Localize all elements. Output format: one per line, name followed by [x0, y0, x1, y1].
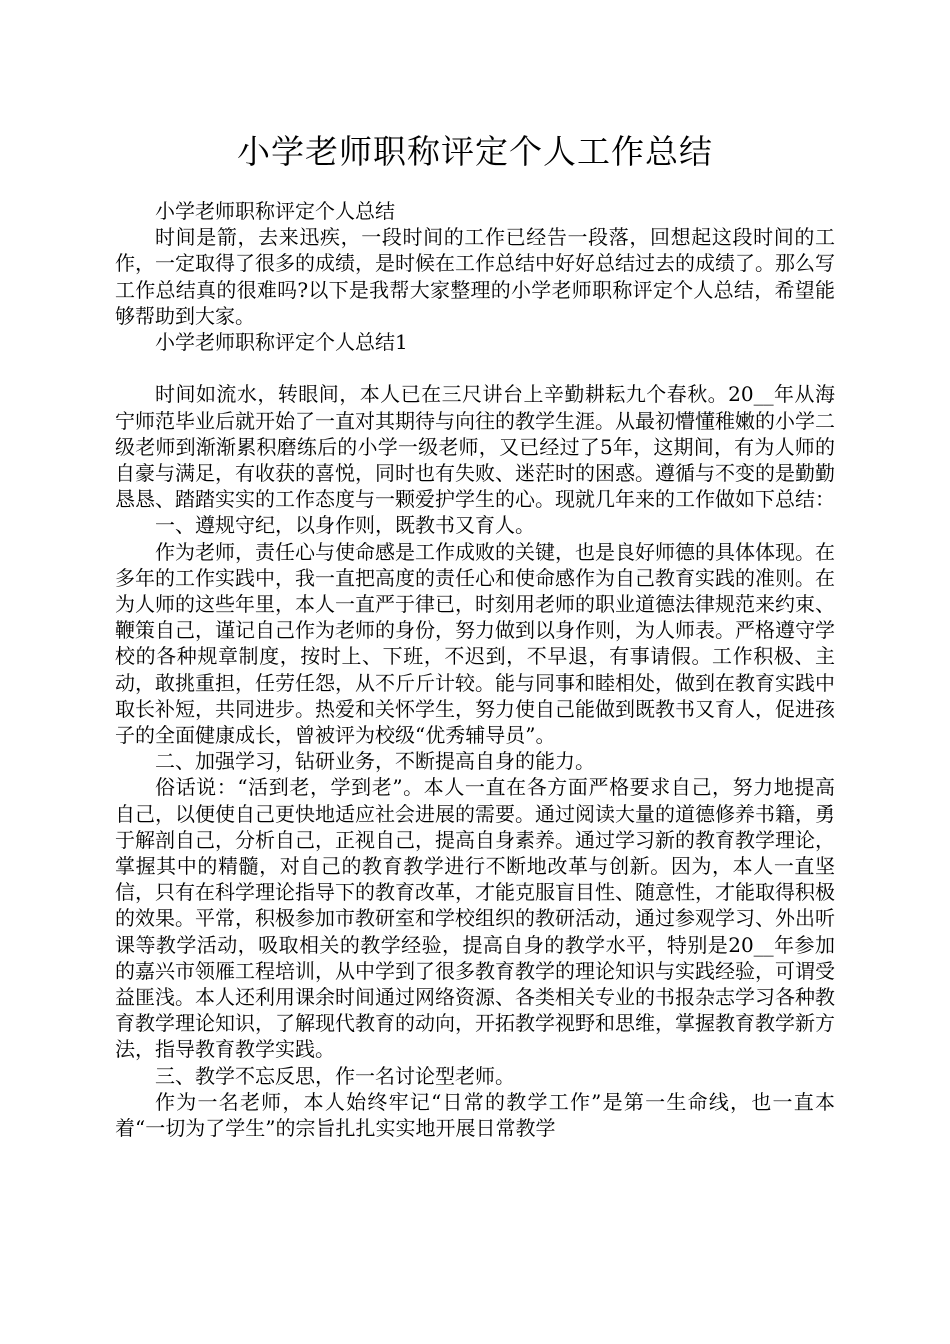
document-body — [115, 198, 835, 1141]
section-heading: 小学老师职称评定个人总结1 — [155, 330, 408, 355]
point-heading: 一、遵规守纪，以身作则，既教书又育人。 — [155, 513, 535, 538]
point-heading: 二、加强学习，钻研业务，不断提高自身的能力。 — [155, 749, 595, 774]
document-title: 小学老师职称评定个人工作总结 — [237, 132, 713, 171]
blank-line — [115, 355, 835, 381]
point-heading: 三、教学不忘反思，作一名讨论型老师。 — [155, 1063, 515, 1088]
body-paragraph: 作为一名老师，本人始终牢记“日常的教学工作”是第一生命线，也一直本着“一切为了学生”的宗旨扎扎实实地开展日常教学 — [115, 1089, 835, 1141]
body-paragraph: 时间如流水，转眼间，本人已在三尺讲台上辛勤耕耘九个春秋。20__年从海宁师范毕业后就开始了一直对其期待与向往的教学生涯。从最初懵懂稚嫩的小学二级老师到渐渐累积磨练后的小学一级老师，又已经过了5年，这期间，有为人师的自豪与满足，有收获的喜悦，同时也有失败、迷茫时的困惑。遵循与不变的是勤勤恳恳、踏踏实实的工作态度与一颗爱护学生的心。现就几年来的工作做如下总结： — [115, 382, 835, 512]
body-paragraph: 俗话说：“活到老，学到老”。本人一直在各方面严格要求自己，努力地提高自己，以便使自己更快地适应社会进展的需要。通过阅读大量的道德修养书籍，勇于解剖自己，分析自己，正视自己，提高自身素养。通过学习新的教育教学理论，掌握其中的精髓，对自己的教育教学进行不断地改革与创新。因为，本人一直坚信，只有在科学理论指导下的教育改革，才能克服盲目性、随意性，才能取得积极的效果。平常，积极参加市教研室和学校组织的教研活动，通过参观学习、外出听课等教学活动，吸取相关的教学经验，提高自身的教学水平，特别是20__年参加的嘉兴市领雁工程培训，从中学到了很多教育教学的理论知识与实践经验，可谓受益匪浅。本人还利用课余时间通过网络资源、各类相关专业的书报杂志学习各种教育教学理论知识，了解现代教育的动向，开拓教学视野和思维，掌握教育教学新方法，指导教育教学实践。 — [115, 775, 835, 1062]
intro-paragraph: 时间是箭，去来迅疾，一段时间的工作已经告一段落，回想起这段时间的工作，一定取得了很多的成绩，是时候在工作总结中好好总结过去的成绩了。那么写工作总结真的很难吗?以下是我帮大家整理的小学老师职称评定个人总结，希望能够帮助到大家。 — [115, 225, 835, 328]
document-page — [115, 0, 835, 1141]
body-paragraph: 作为老师，责任心与使命感是工作成败的关键，也是良好师德的具体体现。在多年的工作实践中，我一直把高度的责任心和使命感作为自己教育实践的准则。在为人师的这些年里，本人一直严于律已，时刻用老师的职业道德法律规范来约束、鞭策自己，谨记自己作为老师的身份，努力做到以身作则，为人师表。严格遵守学校的各种规章制度，按时上、下班，不迟到，不早退，有事请假。工作积极、主动，敢挑重担，任劳任怨，从不斤斤计较。能与同事和睦相处，做到在教育实践中取长补短，共同进步。热爱和关怀学生，努力使自己能做到既教书又育人，促进孩子的全面健康成长，曾被评为校级“优秀辅导员”。 — [115, 539, 835, 748]
subtitle-paragraph: 小学老师职称评定个人总结 — [155, 199, 395, 223]
